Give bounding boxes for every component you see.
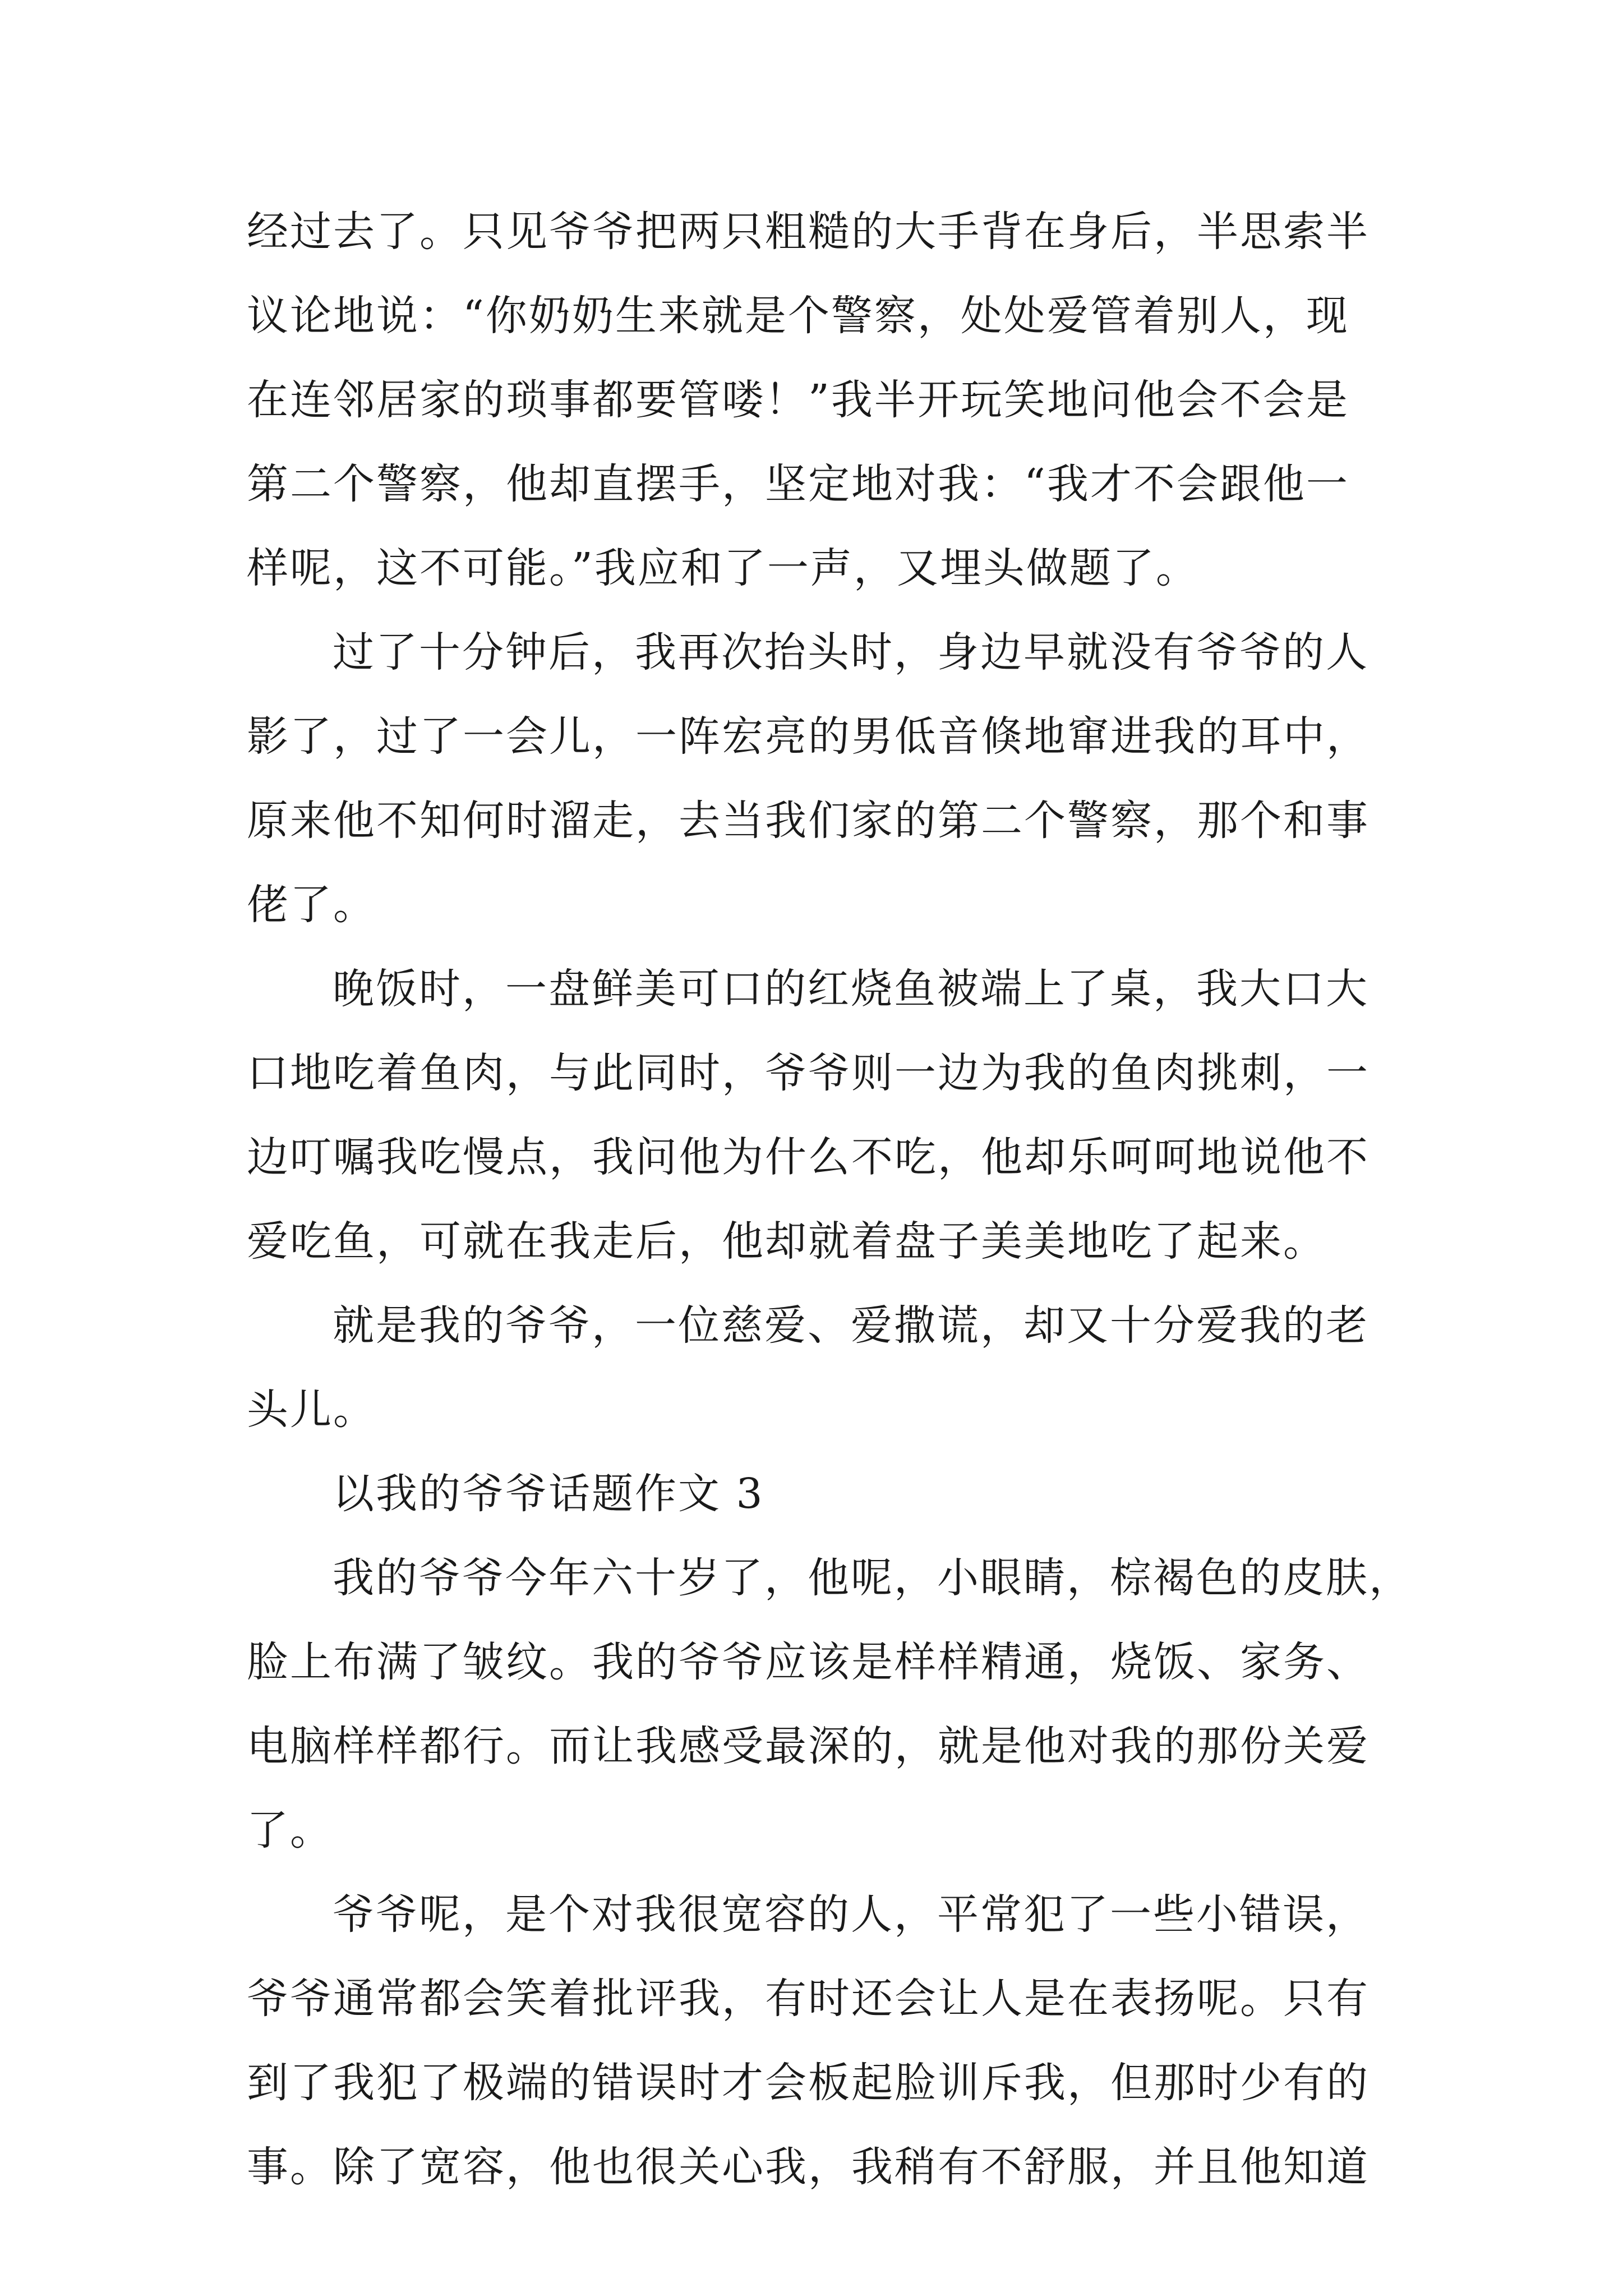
text-line: 就是我的爷爷，一位慈爱、爱撒谎，却又十分爱我的老 <box>333 1301 1369 1350</box>
text-line: 样呢，这不可能。”我应和了一声，又埋头做题了。 <box>247 544 1199 592</box>
text-line: 在连邻居家的琐事都要管喽！”我半开玩笑地问他会不会是 <box>247 376 1349 424</box>
text-line: 爱吃鱼，可就在我走后，他却就着盘子美美地吃了起来。 <box>247 1217 1326 1266</box>
text-line: 爷爷通常都会笑着批评我，有时还会让人是在表扬呢。只有 <box>247 1975 1370 2023</box>
section-heading: 以我的爷爷话题作文 3 <box>333 1470 764 1518</box>
text-line: 晚饭时，一盘鲜美可口的红烧鱼被端上了桌，我大口大 <box>333 965 1369 1013</box>
text-line: 头儿。 <box>247 1386 376 1434</box>
text-line: 爷爷呢，是个对我很宽容的人，平常犯了一些小错误， <box>333 1890 1369 1939</box>
text-line: 我的爷爷今年六十岁了，他呢，小眼睛，棕褐色的皮肤， <box>333 1554 1412 1602</box>
text-line: 佬了。 <box>247 881 376 929</box>
text-line: 脸上布满了皱纹。我的爷爷应该是样样精通，烧饭、家务、 <box>247 1638 1370 1686</box>
text-line: 事。除了宽容，他也很关心我，我稍有不舒服，并且他知道 <box>247 2143 1370 2191</box>
text-line: 经过去了。只见爷爷把两只粗糙的大手背在身后，半思索半 <box>247 208 1370 256</box>
text-line: 影了，过了一会儿，一阵宏亮的男低音倏地窜进我的耳中， <box>247 712 1370 761</box>
text-line: 了。 <box>247 1806 333 1855</box>
text-line: 电脑样样都行。而让我感受最深的，就是他对我的那份关爱 <box>247 1722 1370 1770</box>
text-line: 议论地说：“你奶奶生来就是个警察，处处爱管着别人，现 <box>247 292 1349 340</box>
text-line: 到了我犯了极端的错误时才会板起脸训斥我，但那时少有的 <box>247 2059 1370 2107</box>
text-line: 口地吃着鱼肉，与此同时，爷爷则一边为我的鱼肉挑刺，一 <box>247 1049 1370 1097</box>
text-line: 过了十分钟后，我再次抬头时，身边早就没有爷爷的人 <box>333 628 1369 677</box>
text-line: 第二个警察，他却直摆手，坚定地对我：“我才不会跟他一 <box>247 460 1349 508</box>
text-line: 边叮嘱我吃慢点，我问他为什么不吃，他却乐呵呵地说他不 <box>247 1133 1370 1181</box>
text-line: 原来他不知何时溜走，去当我们家的第二个警察，那个和事 <box>247 797 1370 845</box>
